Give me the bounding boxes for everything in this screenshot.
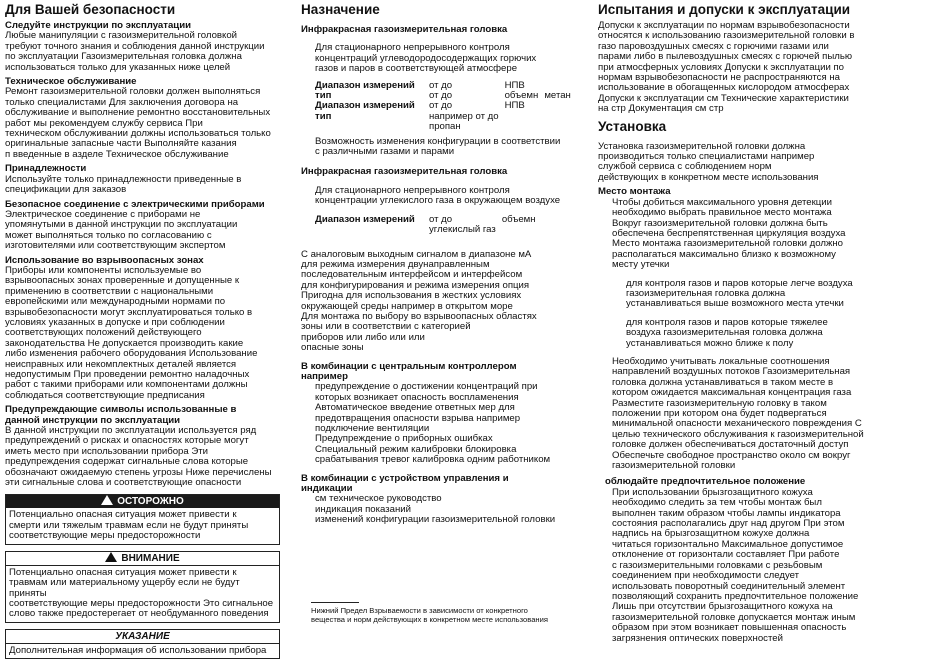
caution-text: Потенциально опасная ситуация может привести к травмам или материальному ущербу если не будут приняты соответствующие меры предосторожности Это сигнальное слово также предостерегает от необдуманного поведения <box>9 566 274 620</box>
mounting-location-text: Чтобы добиться максимального уровня детекции необходимо выбрать правильное место монтажа Вокруг газоизмерительной головки должна быть обеспечена беспрепятственная циркуляция воздуха Место монтажа газоизмерительной головки должно располагаться максимально близко к возможному месту утечки <box>612 196 846 271</box>
spec-row: Диапазон измерений тип от до от до НПВ объемн метан <box>315 79 571 102</box>
ir-head-1-text: Для стационарного непрерывного контроля концентраций углеводородосодержащих горючих газов и паров в соответствующей атмосфере <box>315 42 537 75</box>
electrical-text: Электрическое соединение с приборами не упомянутыми в данной инструкции по эксплуатации может выполняться только по согласованию с изготовителями или соответствующим экспертом <box>5 208 238 252</box>
note-box <box>5 629 280 659</box>
hazard-zones-heading: Использование во взрывоопасных зонах <box>5 254 204 266</box>
purpose-column <box>301 0 583 526</box>
analog-output-text: С аналоговым выходным сигналом в диапазоне мА для режима измерения двунаправленным последовательным интерфейсом и интерфейсом для конфигурирования и режима измерения опция Пригодна для использования в жестких условиях окружающей среды например в открытом море Для монтажа по выбору во взрывоопасных областях зоны или в соответствии с категорией приборов или либо или или опасные зоны <box>301 248 537 354</box>
note-header: УКАЗАНИЕ <box>6 630 279 644</box>
mounting-location-heading: Место монтажа <box>598 186 671 198</box>
spec-row: Диапазон измерений тип от до например от до пропан НПВ <box>315 100 525 133</box>
caution-header <box>6 552 279 566</box>
ir-head-1-note: Возможность изменения конфигурации в соответствии с различными газами и парами <box>315 135 561 158</box>
symbols-text: В данной инструкции по эксплуатации используется ряд предупреждений о рисках и опасностях которые могут иметь место при использовании прибора Эти предупреждения содержат сигнальные слова которые обозначают ожидаемую степень угрозы Ниже перечислены эти сигнальные слова и соответствующие опасности <box>5 425 272 489</box>
warning-text: Потенциально опасная ситуация может привести к смерти или тяжелым травмам если не будут приняты соответствующие меры предосторожности <box>9 509 249 542</box>
ir-head-1-heading: Инфракрасная газоизмерительная головка <box>301 24 508 35</box>
control-unit-list: индикация показаний изменений конфигурации газоизмерительной головки <box>315 503 556 526</box>
purpose-title: Назначение <box>301 2 380 17</box>
warning-triangle-icon <box>101 495 113 505</box>
ir-head-2-heading: Инфракрасная газоизмерительная головка <box>301 166 508 178</box>
spec-table-1 <box>315 81 577 133</box>
approvals-column <box>598 0 898 644</box>
warning-header <box>6 495 279 508</box>
maintenance-heading: Техническое обслуживание <box>5 76 137 88</box>
approvals-title: Испытания и допуски к эксплуатации <box>598 2 851 17</box>
note-text: Дополнительная информация об использовании прибора <box>9 644 267 656</box>
approvals-text: Допуски к эксплуатации по нормам взрывобезопасности относятся к использованию газоизмерительной головки в газо паровоздушных смесях с горючими газами или парами либо в пылевоздушных смесях с горючей пылью при атмосферных условиях Допуски к эксплуатации по нормам взрывобезопасности не распространяются на использование в обогащенных кислородом атмосферах Допуски к эксплуатации см Технические характеристики на стр Документация см стр <box>598 20 855 115</box>
safety-column <box>5 0 280 659</box>
instructions-heading: Следуйте инструкции по эксплуатации <box>5 20 191 31</box>
footnote: Нижний Предел Взрываемости в зависимости от конкретного вещества и норм действующих в конкретном месте использования <box>311 606 586 624</box>
caution-box <box>5 551 280 623</box>
caution-triangle-icon <box>105 552 117 562</box>
hazard-zones-text: Приборы или компоненты используемые во взрывоопасных зонах проверенные и допущенные к применению в соответствии с национальными европейскими или международными нормами по взрывобезопасности могут эксплуатироваться только в условиях указанных в допуске и при соблюдении соответствующих положений действующего законодательства Не допускается производить какие либо изменения рабочего оборудования Использование неисправных или некомплектных деталей является недопустимым При проведении ремонтно наладочных работ с такими приборами или компонентами должны соблюдаться соответствующие предписания <box>5 264 258 401</box>
electrical-heading: Безопасное соединение с электрическими приборами <box>5 198 265 210</box>
accessories-text: Используйте только принадлежности приведенные в спецификации для заказов <box>5 173 242 196</box>
symbols-heading: Предупреждающие символы использованные в данной инструкции по эксплуатации <box>5 404 237 426</box>
control-unit-heading: В комбинации с устройством управления и индикации <box>301 472 509 495</box>
spec-table-2 <box>315 215 548 236</box>
caution-label: ВНИМАНИЕ <box>121 552 180 564</box>
controller-heading: В комбинации с центральным контроллером например <box>301 360 517 382</box>
maintenance-text: Ремонт газоизмерительной головки должен выполняться только специалистами Для заключения договора на обслуживание и выполнение ремонтно восстановительных работ мы рекомендуем службу сервиса При техническом обслуживании должны использоваться только оригинальные запасные части Выполняйте казания п введенные в азделе Техническое обслуживание <box>5 86 271 160</box>
ir-head-2-text: Для стационарного непрерывного контроля концентрации углекислого газа в окружающем воздухе <box>315 184 561 207</box>
spec-row: Диапазон измерений от до углекислый газ объемн <box>315 213 536 236</box>
preferred-position-text: При использовании брызгозащитного кожуха необходимо следить за тем чтобы монтаж был выполнен таким образом чтобы лампы индикатора состояния располагались друг над другом При этом надпись на брызгозащитном кожухе должна читаться горизонтально Максимальное допустимое отклонение от горизонтали составляет При работе с газоизмерительными головками с резьбовым соединением при необходимости следует использовать поворотный соединительный элемент позволяющий сохранить предпочтительное положение Лишь при отсутствии брызгозащитного кожуха на газоизмерительной головке допускается монтаж иным образом при этом возникает повышенная опасность загрязнения оптических поверхностей <box>612 486 859 644</box>
installation-title: Установка <box>598 118 667 134</box>
accessories-heading: Принадлежности <box>5 163 87 175</box>
installation-text: Установка газоизмерительной головки должна производиться только специалистами например службой сервиса с соблюдением норм действующих в конкретном месте использования <box>598 140 819 183</box>
control-unit-reference: см техническое руководство <box>315 493 442 505</box>
safety-title: Для Вашей безопасности <box>5 2 176 17</box>
controller-list: предупреждение о достижении концентраций при которых возникает опасность воспламенения Автоматическое введение ответных мер для предотвращения опасности взрыва например подключение вентиляции Предупреждение о приборных ошибках Специальный режим калибровки блокировка срабатывания тревог калибровка одним работником <box>315 381 551 466</box>
instructions-text: Любые манипуляции с газоизмерительной головкой требуют точного знания и соблюдения данной инструкции по эксплуатации Газоизмерительная головка должна использоваться только для указанных ниже целей <box>5 30 265 73</box>
preferred-position-heading: облюдайте предпочтительное положение <box>605 476 806 488</box>
heavier-gas-item: для контроля газов и паров которые тяжелее воздуха газоизмерительная головка должна устанавливаться можно ближе к полу <box>626 316 828 349</box>
lighter-gas-item: для контроля газов и паров которые легче воздуха газоизмерительная головка должна устанавливаться выше возможного места утечки <box>626 277 853 310</box>
warning-box <box>5 494 280 544</box>
warning-label: ОСТОРОЖНО <box>117 496 184 508</box>
airflow-text: Необходимо учитывать локальные соотношения направлений воздушных потоков Газоизмерительная головка должна устанавливаться в таком месте в котором ожидается максимальная концентрация газа Разместите газоизмерительную головку в таком положении при котором она будет подвергаться минимальной опасности механического повреждения С целью технического обслуживания к газоизмерительной головке должен обеспечиваться достаточный доступ Обеспечьте свободное пространство около см вокруг газоизмерительной головки <box>612 355 864 472</box>
